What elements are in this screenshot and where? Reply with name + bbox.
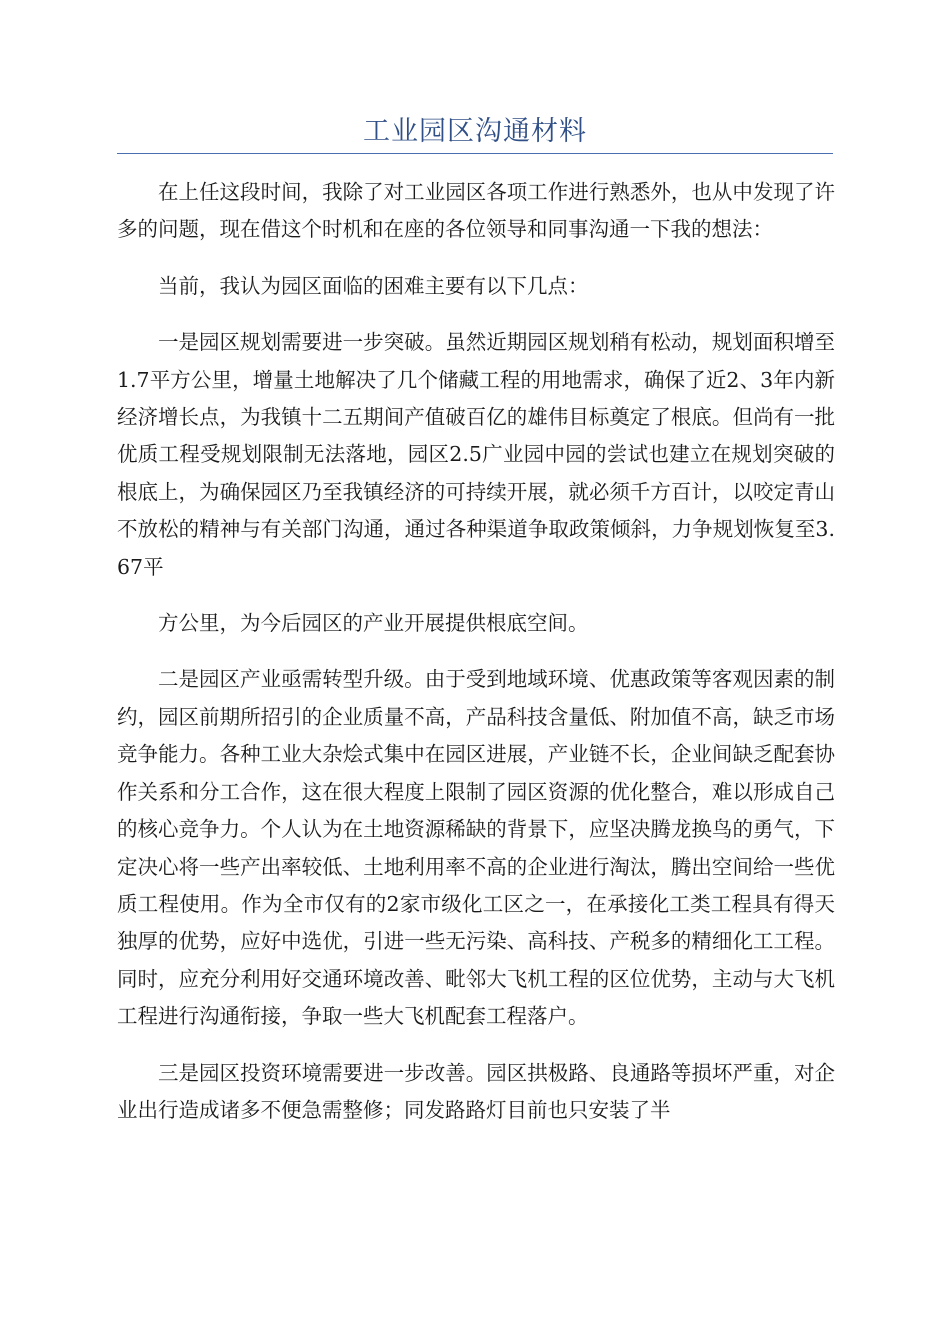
paragraph-point-three: 三是园区投资环境需要进一步改善。园区拱极路、良通路等损坏严重，对企业出行造成诸多不便急需整修；同发路路灯目前也只安装了半 — [117, 1060, 835, 1122]
paragraph-point-two: 二是园区产业亟需转型升级。由于受到地域环境、优惠政策等客观因素的制约，园区前期所招引的企业质量不高，产品科技含量低、附加值不高，缺乏市场竞争能力。各种工业大杂烩式集中在园区进展，产业链不长，企业间缺乏配套协作关系和分工合作，这在很大程度上限制了园区资源的优化整合，难以形成自己的核心竞争力。个人认为在土地资源稀缺的背景下，应坚决腾龙换鸟的勇气，下定决心将一些产出率较低、土地利用率不高的企业进行淘汰，腾出空间给一些优质工程使用。作为全市仅有的2家市级化工区之一，在承接化工类工程具有得天独厚的优势，应好中选优，引进一些无污染、高科技、产税多的精细化工工程。同时，应充分利用好交通环境改善、毗邻大飞机工程的区位优势，主动与大飞机工程进行沟通衔接，争取一些大飞机配套工程落户。 — [117, 667, 835, 1029]
paragraph-point-one: 一是园区规划需要进一步突破。虽然近期园区规划稍有松动，规划面积增至1.7平方公里，增量土地解决了几个储藏工程的用地需求，确保了近2、3年内新经济增长点，为我镇十二五期间产值破百亿的雄伟目标奠定了根底。但尚有一批优质工程受规划限制无法落地，园区2.5广业园中园的尝试也建立在规划突破的根底上，为确保园区乃至我镇经济的可持续开展，就必须千方百计，以咬定青山不放松的精神与有关部门沟通，通过各种渠道争取政策倾斜，力争规划恢复至3.67平 — [117, 330, 835, 579]
document-title: 工业园区沟通材料 — [363, 116, 587, 147]
document-body — [117, 174, 835, 1148]
paragraph-point-one-continued: 方公里，为今后园区的产业开展提供根底空间。 — [158, 611, 589, 636]
paragraph-intro: 在上任这段时间，我除了对工业园区各项工作进行熟悉外，也从中发现了许多的问题，现在借这个时机和在座的各位领导和同事沟通一下我的想法： — [117, 180, 835, 242]
title-underline — [117, 153, 833, 154]
paragraph-difficulties-lead: 当前，我认为园区面临的困难主要有以下几点： — [158, 273, 589, 298]
